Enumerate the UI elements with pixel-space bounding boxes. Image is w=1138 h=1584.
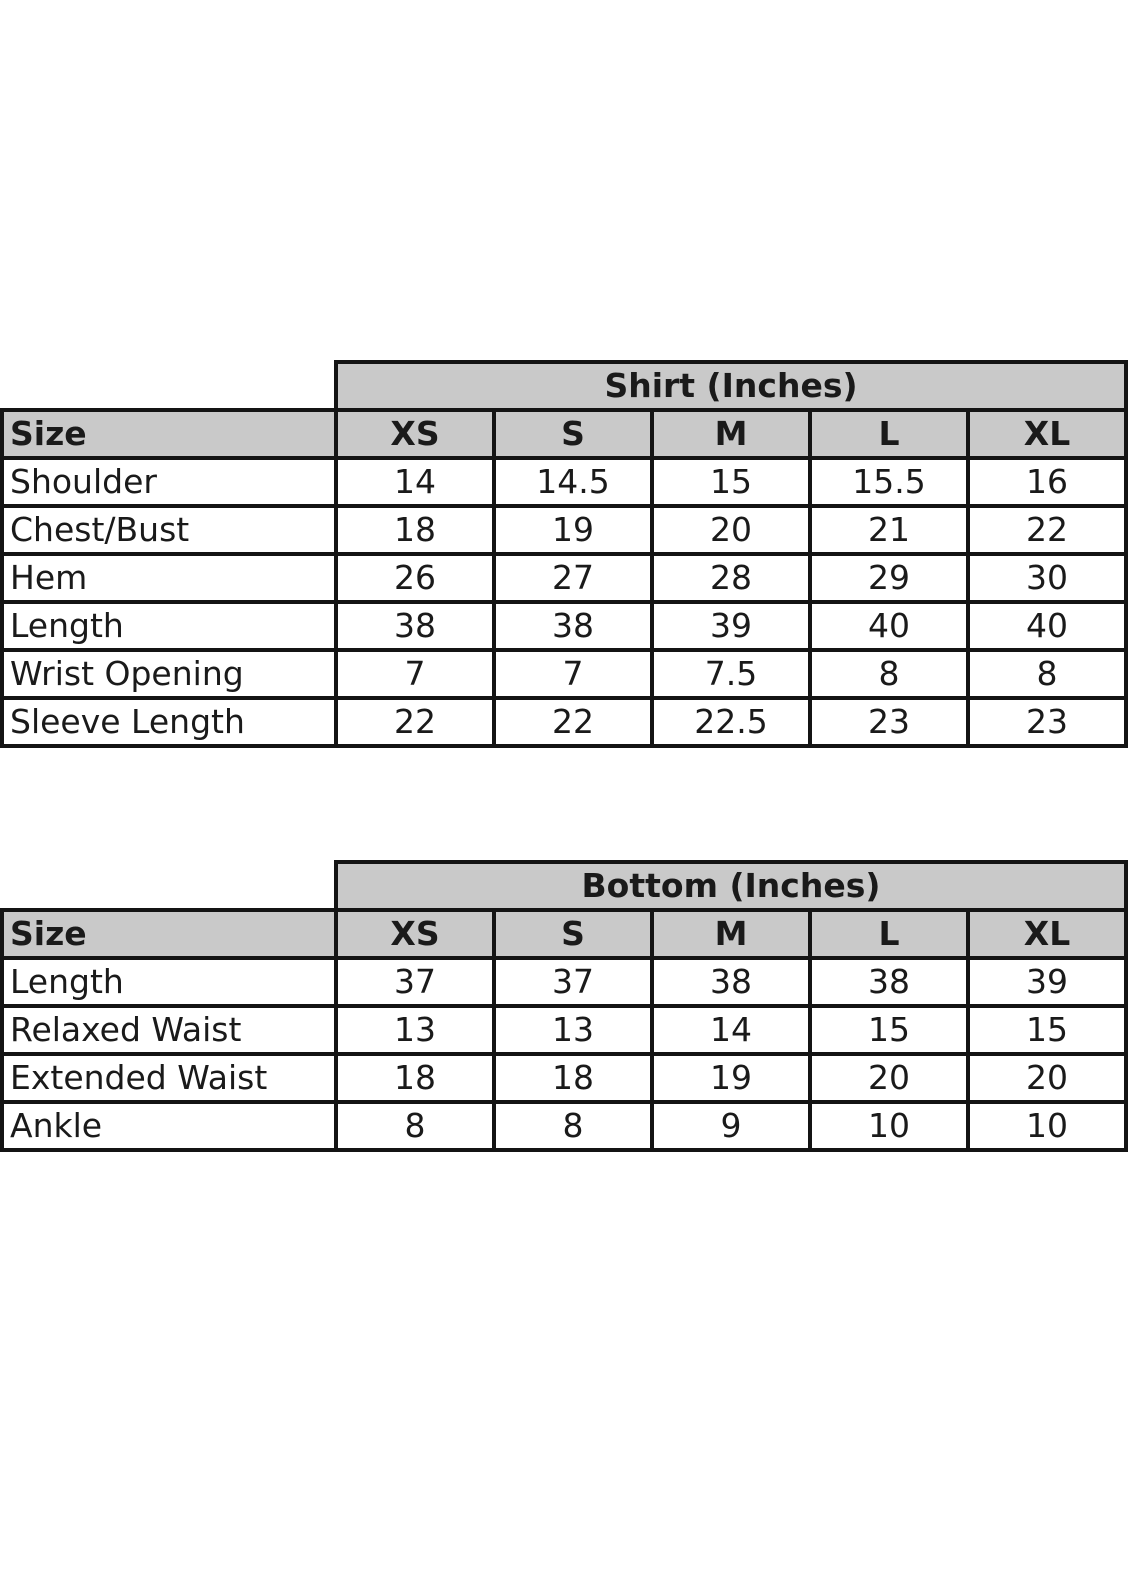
table-cell: 14.5	[494, 458, 652, 506]
table-cell: 15.5	[810, 458, 968, 506]
table-cell: 40	[968, 602, 1126, 650]
shirt-title-row	[2, 362, 1126, 410]
table-cell: 37	[336, 958, 494, 1006]
shirt-size-label: Size	[2, 410, 336, 458]
shirt-size-header: M	[652, 410, 810, 458]
shirt-size-header: XL	[968, 410, 1126, 458]
table-cell: 23	[810, 698, 968, 746]
shirt-header-row	[2, 410, 1126, 458]
table-cell: 18	[336, 506, 494, 554]
row-label: Relaxed Waist	[2, 1006, 336, 1054]
row-label: Length	[2, 602, 336, 650]
row-label: Chest/Bust	[2, 506, 336, 554]
table-cell: 20	[652, 506, 810, 554]
table-cell: 18	[494, 1054, 652, 1102]
row-label: Ankle	[2, 1102, 336, 1150]
table-cell: 15	[810, 1006, 968, 1054]
bottom-title-spacer	[2, 862, 336, 910]
table-cell: 9	[652, 1102, 810, 1150]
shirt-size-table	[0, 360, 1128, 748]
table-cell: 40	[810, 602, 968, 650]
table-row	[2, 506, 1126, 554]
table-cell: 7	[494, 650, 652, 698]
table-cell: 10	[810, 1102, 968, 1150]
table-cell: 19	[652, 1054, 810, 1102]
bottom-size-header: M	[652, 910, 810, 958]
shirt-table-title: Shirt (Inches)	[336, 362, 1126, 410]
row-label: Sleeve Length	[2, 698, 336, 746]
shirt-size-header: XS	[336, 410, 494, 458]
table-cell: 27	[494, 554, 652, 602]
bottom-size-header: XS	[336, 910, 494, 958]
table-cell: 8	[810, 650, 968, 698]
table-row	[2, 698, 1126, 746]
table-row	[2, 1102, 1126, 1150]
table-cell: 19	[494, 506, 652, 554]
shirt-title-spacer	[2, 362, 336, 410]
table-cell: 38	[652, 958, 810, 1006]
table-row	[2, 554, 1126, 602]
table-cell: 14	[652, 1006, 810, 1054]
table-cell: 20	[968, 1054, 1126, 1102]
bottom-size-header: S	[494, 910, 652, 958]
table-cell: 26	[336, 554, 494, 602]
bottom-size-label: Size	[2, 910, 336, 958]
row-label: Length	[2, 958, 336, 1006]
table-cell: 8	[968, 650, 1126, 698]
table-cell: 38	[336, 602, 494, 650]
table-cell: 22	[968, 506, 1126, 554]
table-cell: 37	[494, 958, 652, 1006]
table-cell: 7	[336, 650, 494, 698]
table-row	[2, 1006, 1126, 1054]
row-label: Extended Waist	[2, 1054, 336, 1102]
table-cell: 28	[652, 554, 810, 602]
table-row	[2, 602, 1126, 650]
table-cell: 8	[494, 1102, 652, 1150]
table-cell: 22	[494, 698, 652, 746]
table-cell: 23	[968, 698, 1126, 746]
table-cell: 39	[968, 958, 1126, 1006]
table-cell: 10	[968, 1102, 1126, 1150]
table-row	[2, 650, 1126, 698]
table-cell: 29	[810, 554, 968, 602]
table-cell: 20	[810, 1054, 968, 1102]
table-cell: 18	[336, 1054, 494, 1102]
table-cell: 7.5	[652, 650, 810, 698]
table-cell: 14	[336, 458, 494, 506]
row-label: Shoulder	[2, 458, 336, 506]
table-row	[2, 958, 1126, 1006]
table-cell: 15	[968, 1006, 1126, 1054]
table-cell: 38	[494, 602, 652, 650]
table-row	[2, 458, 1126, 506]
table-cell: 13	[336, 1006, 494, 1054]
shirt-size-header: S	[494, 410, 652, 458]
bottom-title-row	[2, 862, 1126, 910]
table-cell: 39	[652, 602, 810, 650]
bottom-size-header: L	[810, 910, 968, 958]
bottom-table-title: Bottom (Inches)	[336, 862, 1126, 910]
table-cell: 16	[968, 458, 1126, 506]
bottom-size-header: XL	[968, 910, 1126, 958]
table-cell: 21	[810, 506, 968, 554]
table-cell: 22.5	[652, 698, 810, 746]
row-label: Wrist Opening	[2, 650, 336, 698]
table-cell: 30	[968, 554, 1126, 602]
table-cell: 22	[336, 698, 494, 746]
table-cell: 13	[494, 1006, 652, 1054]
bottom-header-row	[2, 910, 1126, 958]
shirt-size-header: L	[810, 410, 968, 458]
row-label: Hem	[2, 554, 336, 602]
table-row	[2, 1054, 1126, 1102]
table-cell: 38	[810, 958, 968, 1006]
bottom-size-table	[0, 860, 1128, 1152]
table-cell: 8	[336, 1102, 494, 1150]
table-cell: 15	[652, 458, 810, 506]
